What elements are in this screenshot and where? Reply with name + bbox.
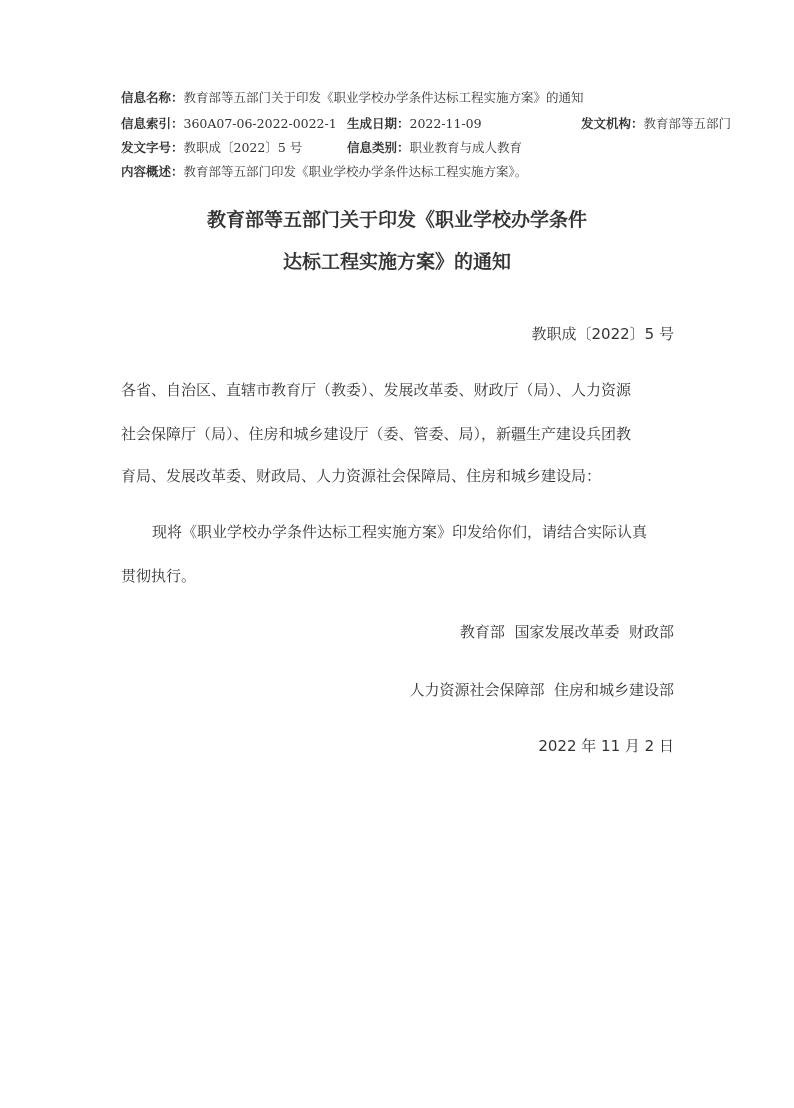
meta-summary-label: 内容概述：	[121, 164, 184, 179]
meta-index-value: 360A07-06-2022-0022-1	[183, 116, 337, 131]
body-line-2: 贯彻执行。	[121, 567, 197, 585]
meta-org-value: 教育部等五部门	[643, 116, 732, 131]
meta-row-name	[121, 90, 761, 106]
meta-category-value: 职业教育与成人教育	[409, 140, 523, 155]
meta-date-label: 生成日期：	[347, 116, 410, 131]
document-title-line-1: 教育部等五部门关于印发《职业学校办学条件	[206, 209, 587, 231]
addressee-line-3: 育局、发展改革委、财政局、人力资源社会保障局、住房和城乡建设局：	[121, 467, 602, 485]
addressee-line-1: 各省、自治区、直辖市教育厅（教委）、发展改革委、财政厅（局）、人力资源	[121, 381, 632, 399]
meta-summary-value: 教育部等五部门印发《职业学校办学条件达标工程实施方案》。	[183, 164, 528, 179]
document-number: 教职成〔2022〕5 号	[531, 325, 674, 343]
meta-name-label: 信息名称：	[121, 90, 184, 105]
meta-name-value: 教育部等五部门关于印发《职业学校办学条件达标工程实施方案》的通知	[183, 90, 584, 105]
meta-index-label: 信息索引：	[121, 116, 184, 131]
meta-org-label: 发文机构：	[581, 116, 644, 131]
meta-date-value: 2022-11-09	[409, 116, 482, 131]
signature-line-2: 人力资源社会保障部 住房和城乡建设部	[409, 681, 674, 699]
meta-docno-value: 教职成〔2022〕5 号	[183, 140, 303, 155]
addressee-line-2: 社会保障厅（局）、住房和城乡建设厅（委、管委、局），新疆生产建设兵团教	[121, 425, 632, 443]
body-line-1: 现将《职业学校办学条件达标工程实施方案》印发给你们，请结合实际认真	[152, 523, 648, 541]
meta-category-label: 信息类别：	[347, 140, 410, 155]
document-date: 2022 年 11 月 2 日	[538, 737, 674, 755]
meta-docno-label: 发文字号：	[121, 140, 184, 155]
signature-line-1: 教育部 国家发展改革委 财政部	[459, 623, 674, 641]
meta-row-summary	[121, 164, 761, 180]
document-title-line-2: 达标工程实施方案》的通知	[282, 251, 511, 273]
